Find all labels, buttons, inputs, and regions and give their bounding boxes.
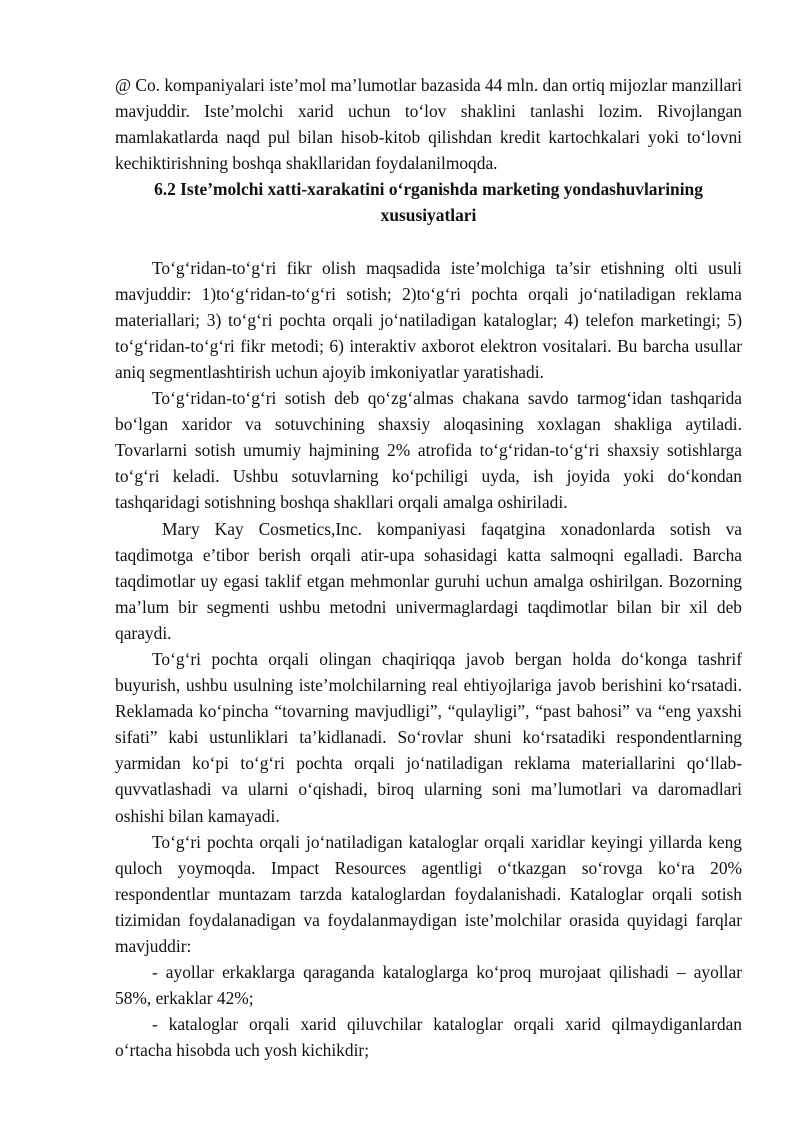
paragraph-mary-kay: Mary Kay Cosmetics,Inc. kompaniyasi faqatgina xonadonlarda sotish va taqdimotga e’tibor berish orqali atir-upa sohasidagi katta salmoqni egalladi. Barcha taqdimotlar uy egasi taklif etgan mehmonlar guruhi uchun amalga oshirilgan. Bozorning ma’lum bir segmenti ushbu metodni univermaglardagi taqdimotlar bilan bir xil deb qaraydi. xyxy=(115,518,742,643)
paragraph-catalogs: To‘g‘ri pochta orqali jo‘natiladigan kataloglar orqali xaridlar keyingi yillarda keng quloch yoymoqda. Impact Resources agentligi o‘tkazgan so‘rovga ko‘ra 20% respondentlar muntazam tarzda kataloglardan foydalanishadi. Kataloglar orqali sotish tizimidan foydalanadigan va foydalanmaydigan iste’molchilar orasida quyidagi farqlar mavjuddir: xyxy=(115,831,742,956)
bullet-item: - ayollar erkaklarga qaraganda kataloglarga ko‘proq murojaat qilishadi – ayollar 58%, erkaklar 42%; xyxy=(115,962,742,1009)
section-heading: 6.2 Iste’molchi xatti-xarakatini o‘rganishda marketing yondashuvlarining xususiyatlari xyxy=(154,179,703,226)
intro-paragraph: @ Co. kompaniyalari iste’mol ma’lumotlar bazasida 44 mln. dan ortiq mijozlar manzillari mavjuddir. Iste’molchi xarid uchun to‘lov shaklini tanlashi lozim. Rivojlangan mamlakatlarda naqd pul bilan hisob-kitob qilishdan kredit kartochkalari yoki to‘lovni kechiktirishning boshqa shakllaridan foydalanilmoqda. xyxy=(115,75,742,174)
paragraph-methods: To‘g‘ridan-to‘g‘ri fikr olish maqsadida iste’molchiga ta’sir etishning olti usuli mavjuddir: 1)to‘g‘ridan-to‘g‘ri sotish; 2)to‘g‘ri pochta orqali jo‘natiladigan reklama materiallari; 3) to‘g‘ri pochta orqali jo‘natiladigan kataloglar; 4) telefon marketingi; 5) to‘g‘ridan-to‘g‘ri fikr metodi; 6) interaktiv axborot elektron vositalari. Bu barcha usullar aniq segmentlashtirish uchun ajoyib imkoniyatlar yaratishadi. xyxy=(115,257,742,382)
heading-spacer xyxy=(115,229,742,255)
bullet-item: - kataloglar orqali xarid qiluvchilar kataloglar orqali xarid qilmaydiganlardan o‘rtacha hisobda uch yosh kichikdir; xyxy=(115,1014,742,1061)
document-page xyxy=(115,72,742,1063)
paragraph-direct-mail: To‘g‘ri pochta orqali olingan chaqiriqqa javob bergan holda do‘konga tashrif buyurish, ushbu usulning iste’molchilarning real ehtiyojlariga javob berishini ko‘rsatadi. Reklamada ko‘pincha “tovarning mavjudligi”, “qulayligi”, “past bahosi” va “eng yaxshi sifati” kabi ustunliklari ta’kidlanadi. So‘rovlar shuni ko‘rsatadiki respondentlarning yarmidan ko‘pi to‘g‘ri pochta orqali jo‘natiladigan reklama materiallarini qo‘llab-quvvatlashadi va ularni o‘qishadi, biroq ularning soni ma’lumotlari va daromadlari oshishi bilan kamayadi. xyxy=(115,648,742,826)
paragraph-direct-selling: To‘g‘ridan-to‘g‘ri sotish deb qo‘zg‘almas chakana savdo tarmog‘idan tashqarida bo‘lgan xaridor va sotuvchining shaxsiy aloqasining xoxlagan shakliga aytiladi. Tovarlarni sotish umumiy hajmining 2% atrofida to‘g‘ridan-to‘g‘ri shaxsiy sotishlarga to‘g‘ri keladi. Ushbu sotuvlarning ko‘pchiligi uyda, ish joyida yoki do‘kondan tashqaridagi sotishning boshqa shakllari orqali amalga oshiriladi. xyxy=(115,388,742,513)
